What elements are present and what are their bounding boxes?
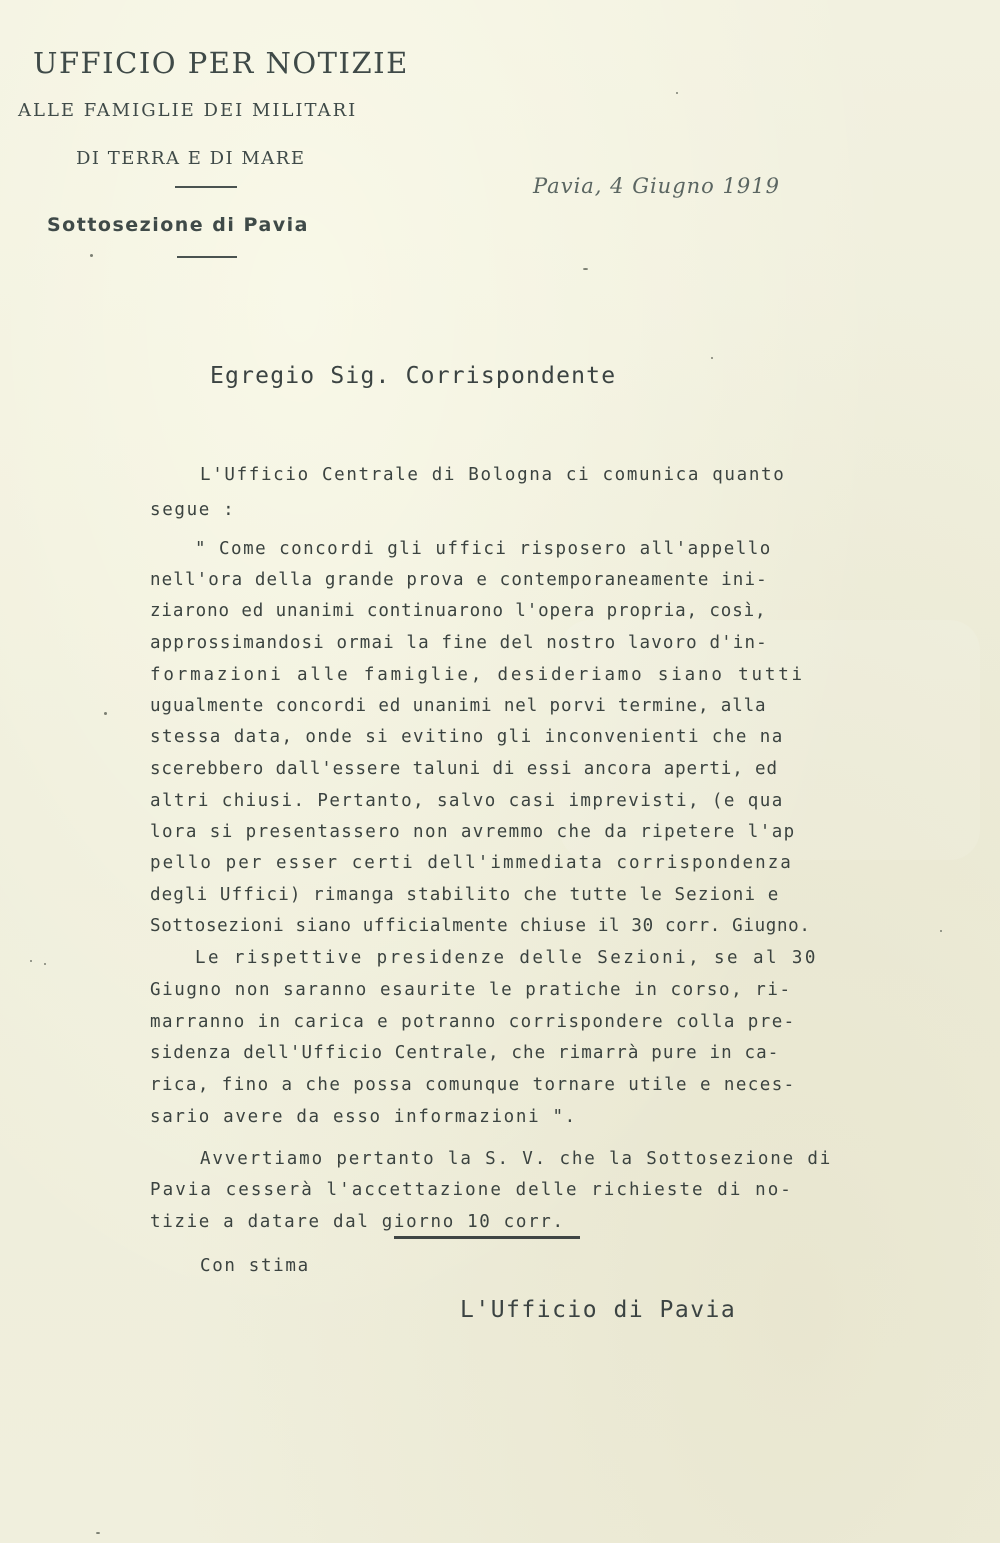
body-line-3: " Come concordi gli uffici risposero all'appello <box>195 539 772 559</box>
paper-speck <box>104 712 107 715</box>
letterhead-subtitle: ALLE FAMIGLIE DEI MILITARI <box>18 100 358 121</box>
salutation: Egregio Sig. Corrispondente <box>210 363 617 389</box>
paper-speck <box>711 357 713 359</box>
paper-speck <box>44 963 46 965</box>
letterhead-divider-2 <box>177 256 237 258</box>
body-line-14: degli Uffici) rimanga stabilito che tutte le Sezioni e <box>150 885 780 905</box>
body-line-4: nell'ora della grande prova e contemporaneamente ini- <box>150 570 768 590</box>
body-line-2: segue : <box>150 500 236 520</box>
body-line-1: L'Ufficio Centrale di Bologna ci comunica quanto <box>200 465 786 485</box>
letterhead-title: UFFICIO PER NOTIZIE <box>33 46 409 80</box>
body-line-20: rica, fino a che possa comunque tornare utile e neces- <box>150 1075 796 1095</box>
letterhead-subtitle-2: DI TERRA E DI MARE <box>76 148 306 169</box>
paper-speck <box>30 960 32 962</box>
body-line-8: ugualmente concordi ed unanimi nel porvi termine, alla <box>150 696 767 716</box>
paper-speck <box>583 268 588 270</box>
body-line-7: formazioni alle famiglie, desideriamo siano tutti <box>150 665 805 685</box>
letter-date: Pavia, 4 Giugno 1919 <box>533 174 780 198</box>
body-line-5: ziarono ed unanimi continuarono l'opera propria, così, <box>150 601 767 621</box>
body-line-17: Giugno non saranno esaurite le pratiche in corso, ri- <box>150 980 792 1000</box>
letterhead-divider <box>175 186 237 188</box>
paper-speck <box>676 92 678 94</box>
body-line-10: scerebbero dall'essere taluni di essi ancora aperti, ed <box>150 759 778 779</box>
body-line-9: stessa data, onde si evitino gli inconvenienti che na <box>150 727 784 747</box>
body-line-24: tizie a datare dal giorno 10 corr. <box>150 1212 565 1232</box>
body-line-16: Le rispettive presidenze delle Sezioni, se al 30 <box>195 948 818 968</box>
body-line-19: sidenza dell'Ufficio Centrale, che rimarrà pure in ca- <box>150 1043 780 1063</box>
closing: Con stima <box>200 1256 310 1276</box>
body-line-6: approssimandosi ormai la fine del nostro lavoro d'in- <box>150 633 768 653</box>
signature: L'Ufficio di Pavia <box>460 1297 737 1323</box>
body-line-12: lora si presentassero non avremmo che da ripetere l'ap <box>150 822 796 842</box>
body-line-11: altri chiusi. Pertanto, salvo casi imprevisti, (e qua <box>150 791 784 811</box>
body-line-13: pello per esser certi dell'immediata corrispondenza <box>150 853 793 873</box>
paper-speck <box>90 254 93 257</box>
letterhead-section: Sottosezione di Pavia <box>47 214 309 236</box>
paper-speck <box>940 930 942 932</box>
body-line-21: sario avere da esso informazioni ". <box>150 1107 577 1127</box>
body-line-23: Pavia cesserà l'accettazione delle richieste di no- <box>150 1180 793 1200</box>
body-line-18: marranno in carica e potranno corrispondere colla pre- <box>150 1012 796 1032</box>
body-line-22: Avvertiamo pertanto la S. V. che la Sottosezione di <box>200 1149 833 1169</box>
paper-speck <box>96 1532 100 1534</box>
date-underline <box>394 1236 580 1239</box>
body-line-15: Sottosezioni siano ufficialmente chiuse il 30 corr. Giugno. <box>150 916 811 936</box>
